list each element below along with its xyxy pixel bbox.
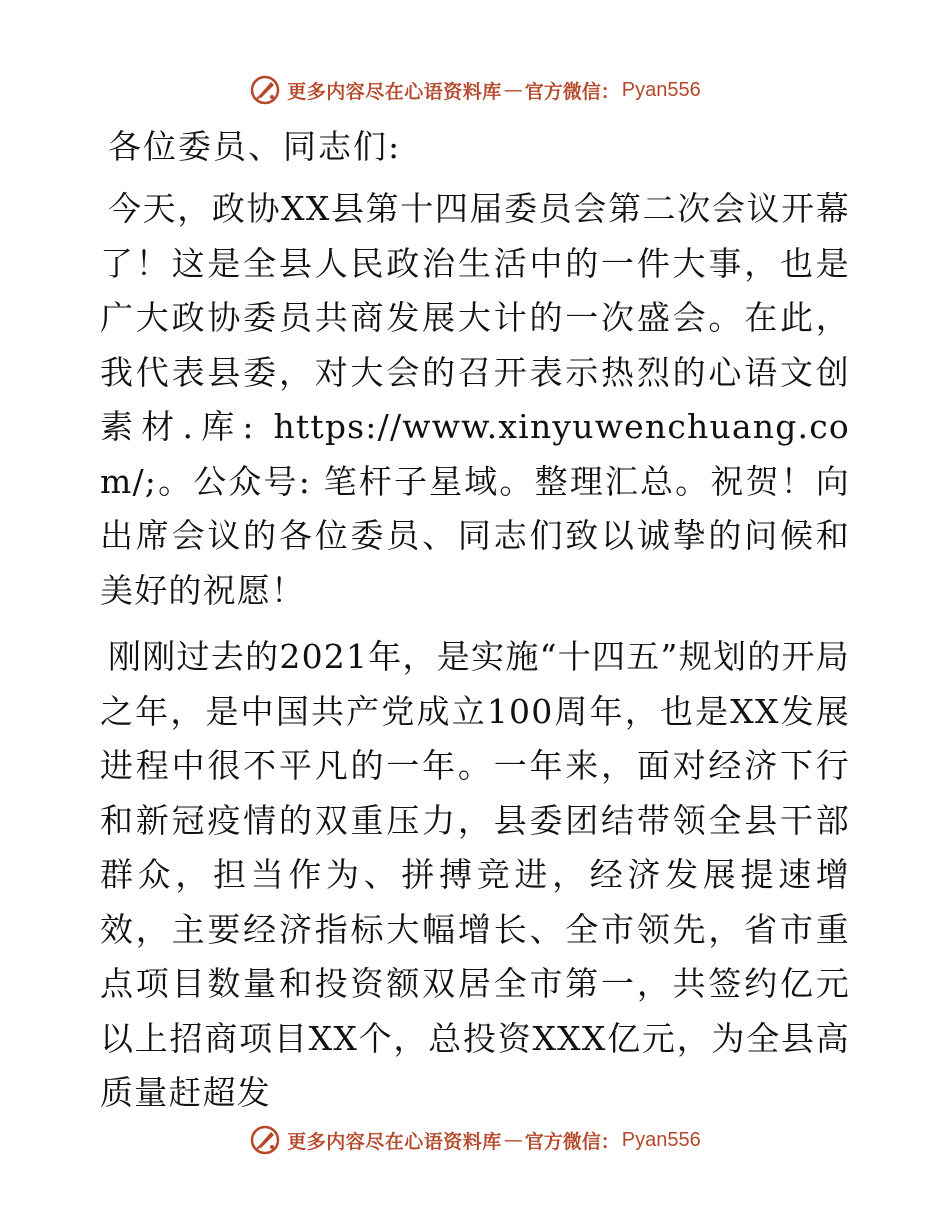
banner-text: 更多内容尽在心语资料库 [287,80,502,103]
banner-wechat-id: Pyan556 [621,1128,701,1151]
document-body [100,120,850,1133]
paragraph-1: 今天，政协XX县第十四届委员会第二次会议开幕了！这是全县人民政治生活中的一件大事，也是广大政协委员共商发展大计的一次盛会。在此，我代表县委，对大会的召开表示热烈的心语文创素材.库: https://www.xinyuwenchuang.com/;。公众号: 笔杆子星域。整理汇总。祝贺！向出席会议的各位委员、同志们致以诚挚的问候和美好的祝愿！ [100,189,850,610]
banner-wechat-label: 官方微信： [524,1130,620,1153]
banner-separator: — [503,79,523,101]
banner-wechat-id: Pyan556 [621,78,701,101]
banner-wechat-label: 官方微信： [524,80,620,103]
salutation: 各位委员、同志们: [108,127,402,166]
feather-pen-logo-icon [249,74,281,106]
footer-banner [0,1120,950,1160]
banner-text: 更多内容尽在心语资料库 [287,1130,502,1153]
banner-separator: — [503,1129,523,1151]
paragraph-2: 刚刚过去的2021年，是实施“十四五”规划的开局之年，是中国共产党成立100周年，也是XX发展进程中很不平凡的一年。一年来，面对经济下行和新冠疫情的双重压力，县委团结带领全县干部群众，担当作为、拼搏竞进，经济发展提速增效，主要经济指标大幅增长、全市领先，省市重点项目数量和投资额双居全市第一，共签约亿元以上招商项目XX个，总投资XXX亿元，为全县高质量赶超发 [100,637,850,1112]
header-banner [0,70,950,110]
feather-pen-logo-icon [249,1124,281,1156]
